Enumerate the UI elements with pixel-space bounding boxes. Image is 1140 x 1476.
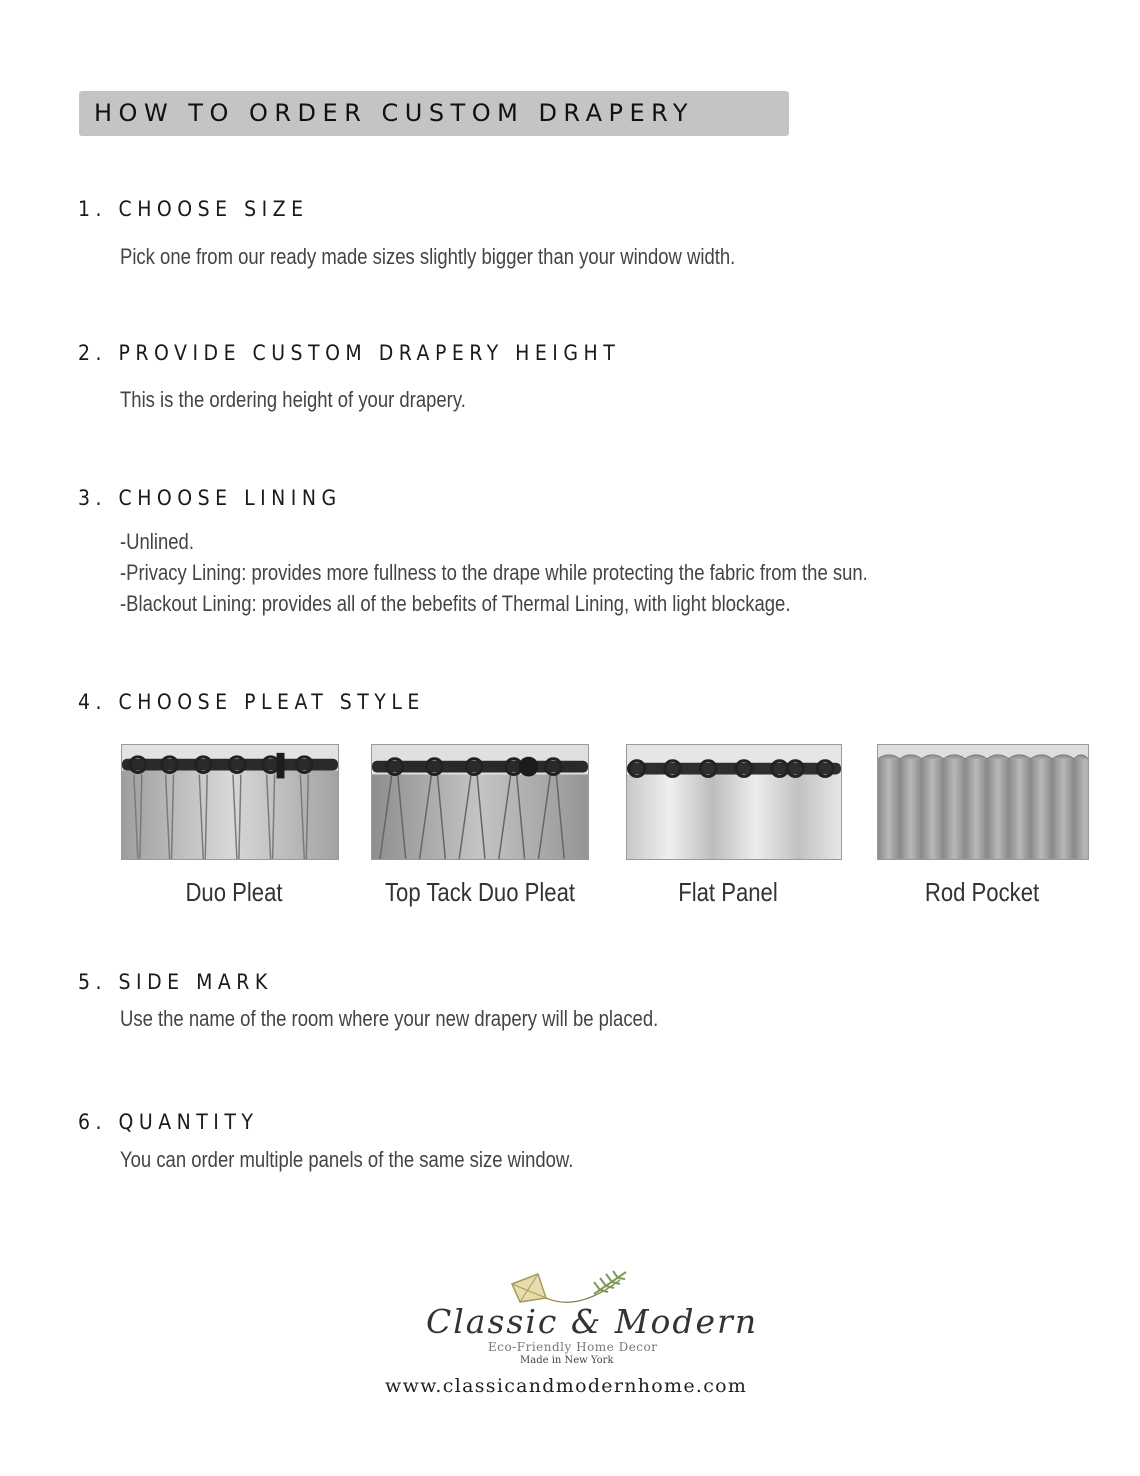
flat-panel-image xyxy=(626,744,842,860)
pleat-label-flat: Flat Panel xyxy=(678,877,778,907)
pleat-label-top-tack: Top Tack Duo Pleat xyxy=(384,877,576,907)
logo-tagline: Eco-Friendly Home Decor xyxy=(488,1340,658,1354)
lining-option-blackout: -Blackout Lining: provides all of the bebefits of Thermal Lining, with light blockage. xyxy=(120,591,791,616)
brand-logo xyxy=(420,1268,759,1368)
step-2-heading: 2. PROVIDE CUSTOM DRAPERY HEIGHT xyxy=(78,341,621,365)
step-5-text: Use the name of the room where your new drapery will be placed. xyxy=(120,1006,659,1031)
step-3-heading: 3. CHOOSE LINING xyxy=(78,486,342,510)
lining-list xyxy=(120,526,868,619)
logo-made-in: Made in New York xyxy=(520,1355,614,1366)
step-6-text: You can order multiple panels of the same size window. xyxy=(120,1147,574,1172)
lining-option-unlined: -Unlined. xyxy=(120,529,194,554)
duo-pleat-image xyxy=(121,744,339,860)
logo-wordmark: Classic & Modern xyxy=(426,1302,759,1341)
top-tack-duo-pleat-image xyxy=(371,744,589,860)
page-title: HOW TO ORDER CUSTOM DRAPERY xyxy=(94,99,694,127)
step-5-heading: 5. SIDE MARK xyxy=(78,970,273,994)
page-title-banner xyxy=(79,91,789,136)
step-1-heading: 1. CHOOSE SIZE xyxy=(78,197,309,221)
pleat-label-duo: Duo Pleat xyxy=(185,877,283,907)
website-url: www.classicandmodernhome.com xyxy=(385,1375,748,1397)
step-1-text: Pick one from our ready made sizes slightly bigger than your window width. xyxy=(120,244,736,269)
rod-pocket-image xyxy=(877,744,1089,860)
step-6-heading: 6. QUANTITY xyxy=(78,1110,259,1134)
lining-option-privacy: -Privacy Lining: provides more fullness to the drape while protecting the fabric from the sun. xyxy=(120,560,868,585)
step-4-heading: 4. CHOOSE PLEAT STYLE xyxy=(78,690,425,714)
step-2-text: This is the ordering height of your drapery. xyxy=(120,387,466,412)
pleat-label-rod-pocket: Rod Pocket xyxy=(924,877,1040,907)
